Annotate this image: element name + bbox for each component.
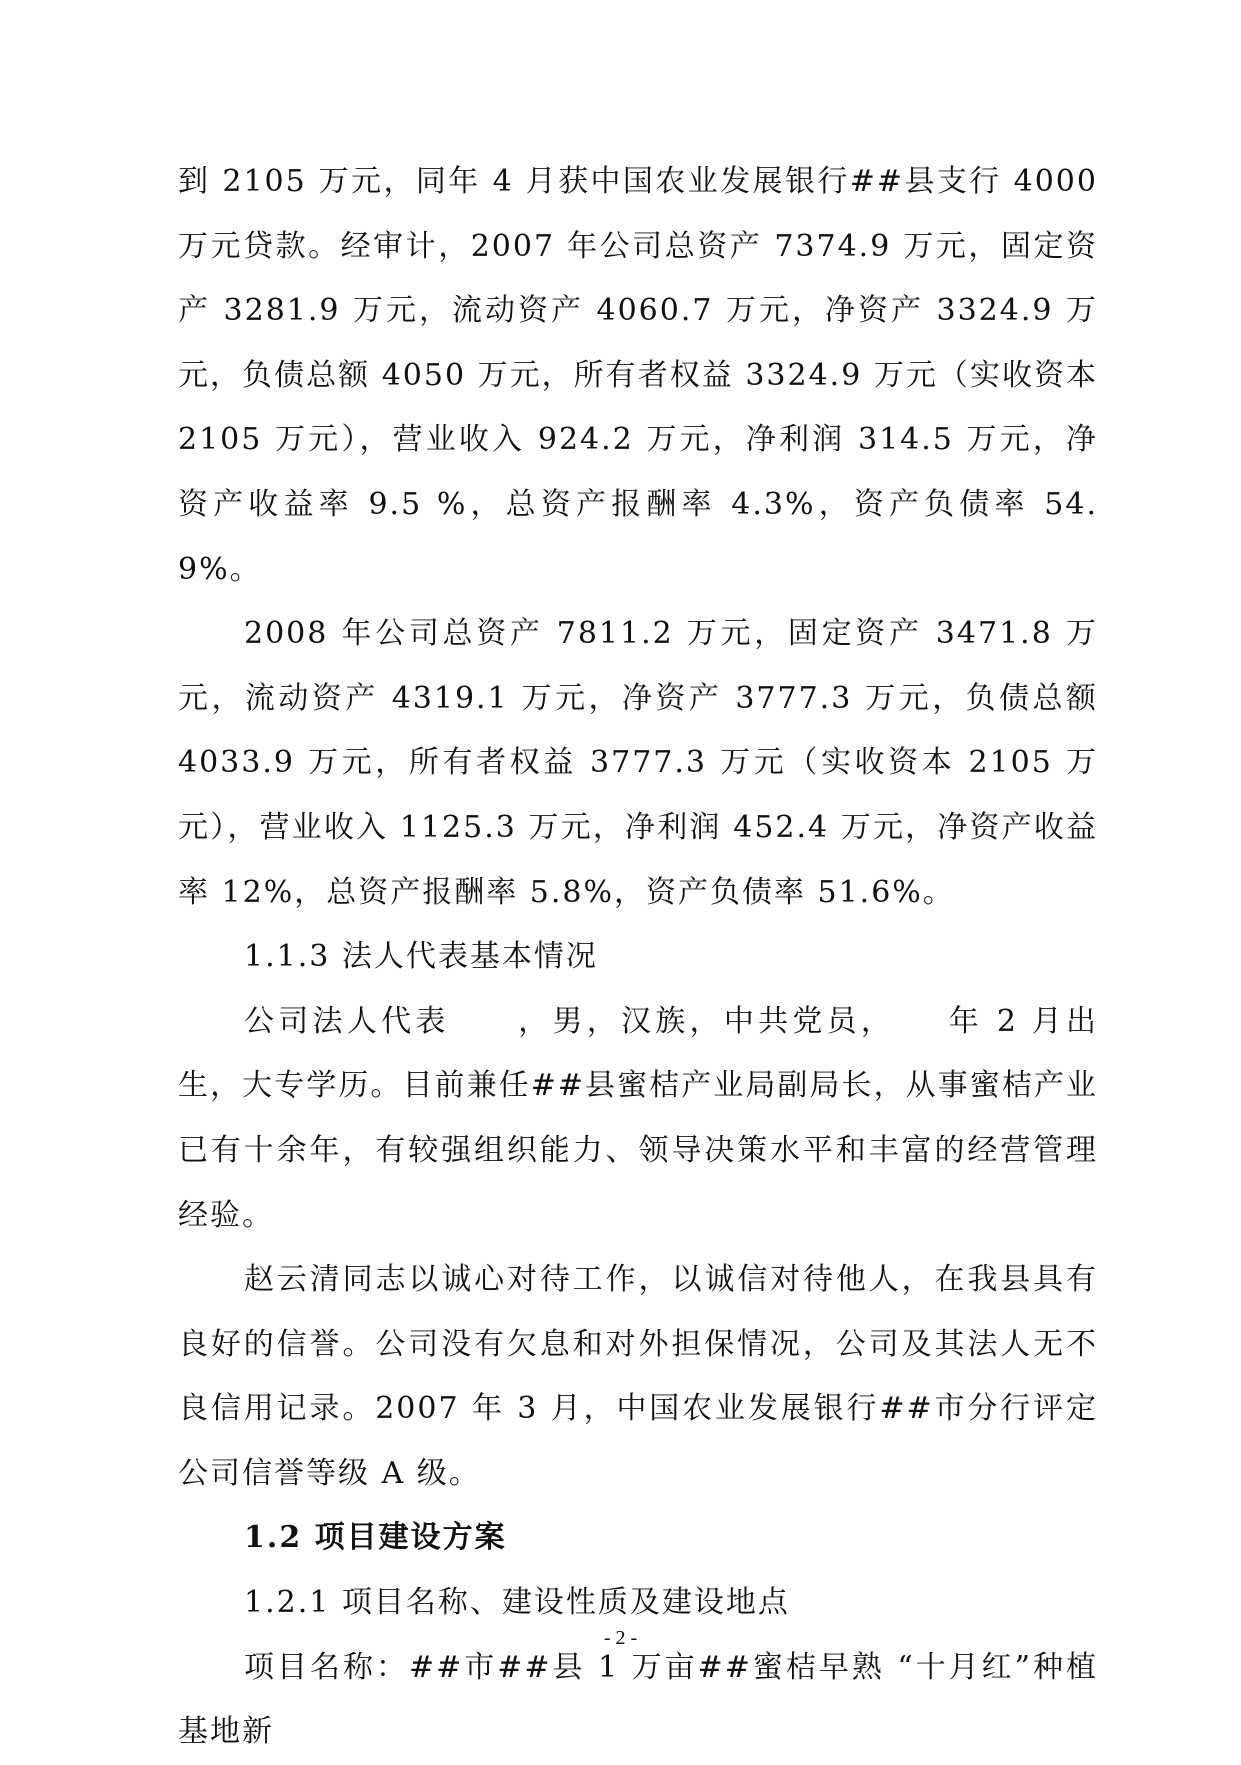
paragraph-legal-representative: 公司法人代表 ，男，汉族，中共党员， 年 2 月出生，大专学历。目前兼任##县蜜桔产业局副局长，从事蜜桔产业已有十余年，有较强组织能力、领导决策水平和丰富的经营管理经验。 bbox=[178, 1003, 1098, 1233]
paragraph-financials-2007: 到 2105 万元，同年 4 月获中国农业发展银行##县支行 4000 万元贷款。经审计，2007 年公司总资产 7374.9 万元，固定资产 3281.9 万元，流动资产 4060.7 万元，净资产 3324.9 万元，负债总额 4050 万元，所有者权益 3324.9 万元（实收资本 2105 万元），营业收入 924.2 万元，净利润 314.5 万元，净资产收益率 9.5 %，总资产报酬率 4.3%，资产负债率 54.9%。 bbox=[178, 164, 1098, 587]
paragraph-financials-2008: 2008 年公司总资产 7811.2 万元，固定资产 3471.8 万元，流动资产 4319.1 万元，净资产 3777.3 万元，负债总额 4033.9 万元，所有者权益 3777.3 万元（实收资本 2105 万元），营业收入 1125.3 万元，净利润 452.4 万元，净资产收益率 12%，总资产报酬率 5.8%，资产负债率 51.6%。 bbox=[178, 616, 1098, 910]
heading-project-plan: 1.2 项目建设方案 bbox=[244, 1520, 507, 1556]
subheading-legal-representative: 1.1.3 法人代表基本情况 bbox=[244, 939, 598, 975]
subheading-project-name-nature-location: 1.2.1 项目名称、建设性质及建设地点 bbox=[244, 1585, 790, 1621]
paragraph-credit-record: 赵云清同志以诚心对待工作，以诚信对待他人，在我县具有良好的信誉。公司没有欠息和对外担保情况，公司及其法人无不良信用记录。2007 年 3 月，中国农业发展银行##市分行评定公司信誉等级 A 级。 bbox=[178, 1262, 1098, 1491]
page-number: - 2 - bbox=[603, 1627, 638, 1649]
paragraph-project-name: 项目名称：##市##县 1 万亩##蜜桔早熟 “十月红”种植基地新 bbox=[178, 1649, 1098, 1750]
document-page bbox=[178, 150, 1098, 1765]
